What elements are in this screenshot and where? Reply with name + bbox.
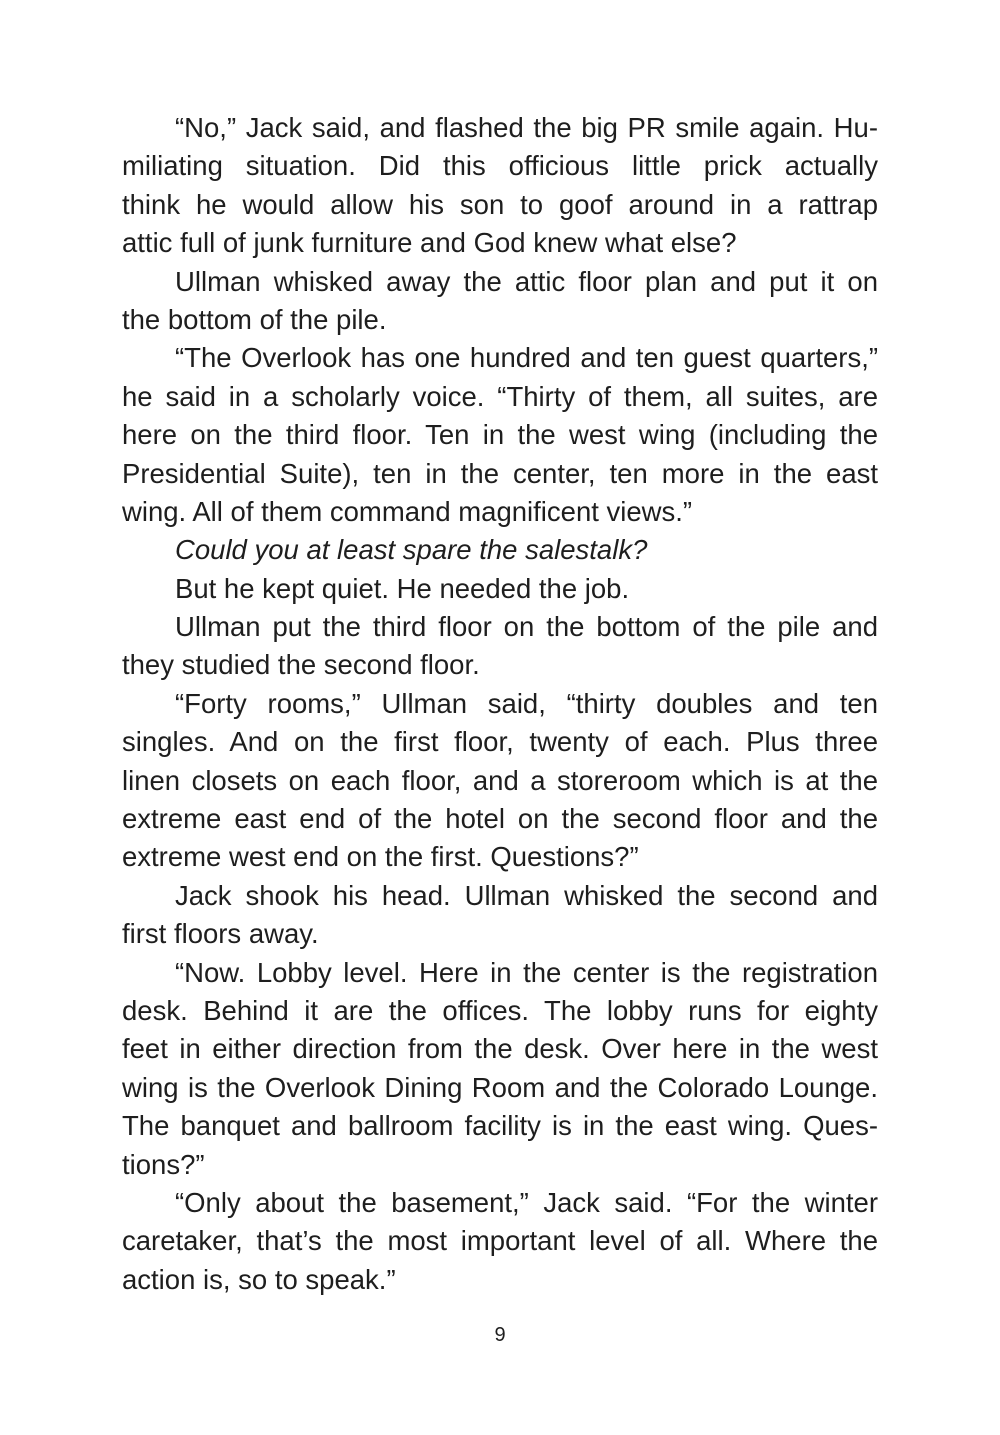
text-line: tions?”: [122, 1148, 205, 1180]
text-line: he said in a scholarly voice. “Thirty of them, all suites, are: [122, 380, 878, 412]
page-number: 9: [494, 1324, 506, 1346]
text-line: wing is the Overlook Dining Room and the Colorado Lounge.: [122, 1071, 878, 1103]
text-line: action is, so to speak.”: [122, 1263, 396, 1295]
text-line: singles. And on the first floor, twenty of each. Plus three: [122, 726, 878, 758]
text-line: But he kept quiet. He needed the job.: [175, 572, 630, 604]
text-line: Presidential Suite), ten in the center, ten more in the east: [122, 457, 878, 489]
text-line: caretaker, that’s the most important level of all. Where the: [122, 1225, 878, 1257]
text-line: “Forty rooms,” Ullman said, “thirty doubles and ten: [175, 687, 878, 719]
text-line: they studied the second floor.: [122, 649, 480, 681]
text-line: Could you at least spare the salestalk?: [175, 534, 648, 566]
text-line: “Only about the basement,” Jack said. “For the winter: [175, 1186, 878, 1218]
text-line: miliating situation. Did this officious little prick actually: [122, 150, 878, 182]
text-line: attic full of junk furniture and God knew what else?: [122, 227, 737, 259]
text-line: “Now. Lobby level. Here in the center is the registration: [175, 956, 878, 988]
text-line: think he would allow his son to goof around in a rattrap: [122, 188, 878, 220]
text-line: extreme east end of the hotel on the second floor and the: [122, 803, 878, 835]
text-line: desk. Behind it are the offices. The lobby runs for eighty: [122, 994, 878, 1026]
text-line: “The Overlook has one hundred and ten guest quarters,”: [175, 342, 878, 374]
text-line: Ullman put the third floor on the bottom of the pile and: [175, 611, 878, 643]
text-line: Ullman whisked away the attic floor plan and put it on: [175, 265, 878, 297]
text-line: feet in either direction from the desk. Over here in the west: [122, 1033, 878, 1065]
text-line: extreme west end on the first. Questions?”: [122, 841, 639, 873]
text-line: The banquet and ballroom facility is in the east wing. Ques-: [122, 1110, 878, 1142]
text-line: linen closets on each floor, and a storeroom which is at the: [122, 764, 878, 796]
body-text: [122, 109, 878, 1299]
text-line: here on the third floor. Ten in the west wing (including the: [122, 419, 878, 451]
text-line: wing. All of them command magnificent views.”: [122, 495, 693, 527]
text-line: “No,” Jack said, and flashed the big PR smile again. Hu-: [175, 112, 878, 143]
text-line: the bottom of the pile.: [122, 303, 387, 335]
text-line: Jack shook his head. Ullman whisked the second and: [175, 879, 878, 911]
text-line: first floors away.: [122, 918, 319, 950]
